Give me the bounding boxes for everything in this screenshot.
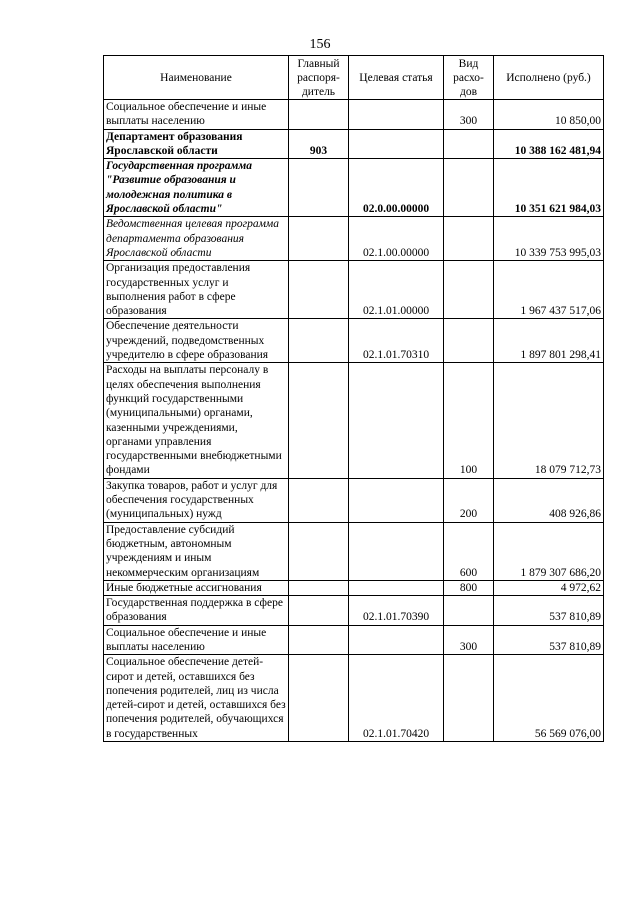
cell-amount: 4 972,62 (494, 580, 604, 595)
cell-article: 02.1.01.70310 (349, 319, 444, 363)
cell-name: Государственная программа "Развитие образования и молодежная политика в Ярославской области" (104, 159, 289, 217)
cell-amount: 537 810,89 (494, 625, 604, 655)
table-row (104, 129, 604, 159)
cell-name: Иные бюджетные ассигнования (104, 580, 289, 595)
header-row (104, 56, 604, 100)
cell-amount: 18 079 712,73 (494, 363, 604, 478)
cell-chief (289, 217, 349, 261)
cell-kind: 300 (444, 100, 494, 130)
cell-chief (289, 100, 349, 130)
cell-kind (444, 319, 494, 363)
cell-name: Обеспечение деятельности учреждений, подведомственных учредителю в сфере образования (104, 319, 289, 363)
cell-name: Социальное обеспечение детей-сирот и детей, оставшихся без попечения родителей, лиц из числа детей-сирот и детей, оставшихся без попечения родителей, обучающихся в государственных (104, 655, 289, 742)
cell-chief: 903 (289, 129, 349, 159)
cell-amount: 1 897 801 298,41 (494, 319, 604, 363)
cell-article (349, 580, 444, 595)
cell-kind (444, 159, 494, 217)
cell-article: 02.1.01.00000 (349, 261, 444, 319)
cell-chief (289, 159, 349, 217)
cell-kind (444, 261, 494, 319)
cell-name: Организация предоставления государственных услуг и выполнения работ в сфере образования (104, 261, 289, 319)
table-row (104, 363, 604, 478)
cell-article: 02.1.00.00000 (349, 217, 444, 261)
cell-kind: 200 (444, 478, 494, 522)
cell-amount: 408 926,86 (494, 478, 604, 522)
cell-amount: 10 388 162 481,94 (494, 129, 604, 159)
table-row (104, 478, 604, 522)
cell-article (349, 478, 444, 522)
header-article: Целевая статья (349, 56, 444, 100)
cell-name: Предоставление субсидий бюджетным, автономным учреждениям и иным некоммерческим организациям (104, 522, 289, 580)
cell-chief (289, 522, 349, 580)
header-chief: Главный распоря-дитель (289, 56, 349, 100)
table-row (104, 655, 604, 742)
cell-name: Закупка товаров, работ и услуг для обеспечения государственных (муниципальных) нужд (104, 478, 289, 522)
cell-kind (444, 655, 494, 742)
cell-chief (289, 478, 349, 522)
cell-chief (289, 655, 349, 742)
cell-article: 02.1.01.70420 (349, 655, 444, 742)
cell-chief (289, 580, 349, 595)
cell-article: 02.0.00.00000 (349, 159, 444, 217)
cell-article (349, 129, 444, 159)
cell-article (349, 363, 444, 478)
table-row (104, 261, 604, 319)
cell-kind (444, 217, 494, 261)
table-row (104, 100, 604, 130)
cell-amount: 1 967 437 517,06 (494, 261, 604, 319)
cell-chief (289, 596, 349, 626)
cell-name: Социальное обеспечение и иные выплаты населению (104, 100, 289, 130)
cell-name: Расходы на выплаты персоналу в целях обеспечения выполнения функций государственными (муниципальными) органами, казенными учреждениями, органами управления государственными внебюджетными фондами (104, 363, 289, 478)
cell-amount: 56 569 076,00 (494, 655, 604, 742)
table-row (104, 217, 604, 261)
cell-kind: 800 (444, 580, 494, 595)
cell-name: Социальное обеспечение и иные выплаты населению (104, 625, 289, 655)
cell-kind: 100 (444, 363, 494, 478)
header-kind: Вид расхо-дов (444, 56, 494, 100)
table-row (104, 522, 604, 580)
table-row (104, 319, 604, 363)
cell-kind (444, 596, 494, 626)
cell-article: 02.1.01.70390 (349, 596, 444, 626)
cell-name: Государственная поддержка в сфере образования (104, 596, 289, 626)
cell-chief (289, 261, 349, 319)
cell-chief (289, 363, 349, 478)
cell-kind: 600 (444, 522, 494, 580)
cell-amount: 10 339 753 995,03 (494, 217, 604, 261)
cell-article (349, 100, 444, 130)
table-body (104, 100, 604, 742)
cell-kind (444, 129, 494, 159)
cell-amount: 10 351 621 984,03 (494, 159, 604, 217)
cell-chief (289, 625, 349, 655)
header-amount: Исполнено (руб.) (494, 56, 604, 100)
cell-amount: 10 850,00 (494, 100, 604, 130)
cell-chief (289, 319, 349, 363)
cell-kind: 300 (444, 625, 494, 655)
cell-name: Департамент образования Ярославской области (104, 129, 289, 159)
cell-amount: 1 879 307 686,20 (494, 522, 604, 580)
table-row (104, 159, 604, 217)
cell-name: Ведомственная целевая программа департамента образования Ярославской области (104, 217, 289, 261)
cell-article (349, 522, 444, 580)
table-row (104, 625, 604, 655)
cell-amount: 537 810,89 (494, 596, 604, 626)
budget-table (103, 55, 604, 742)
cell-article (349, 625, 444, 655)
page-number: 156 (309, 37, 331, 52)
table-row (104, 596, 604, 626)
table-row (104, 580, 604, 595)
header-name: Наименование (104, 56, 289, 100)
